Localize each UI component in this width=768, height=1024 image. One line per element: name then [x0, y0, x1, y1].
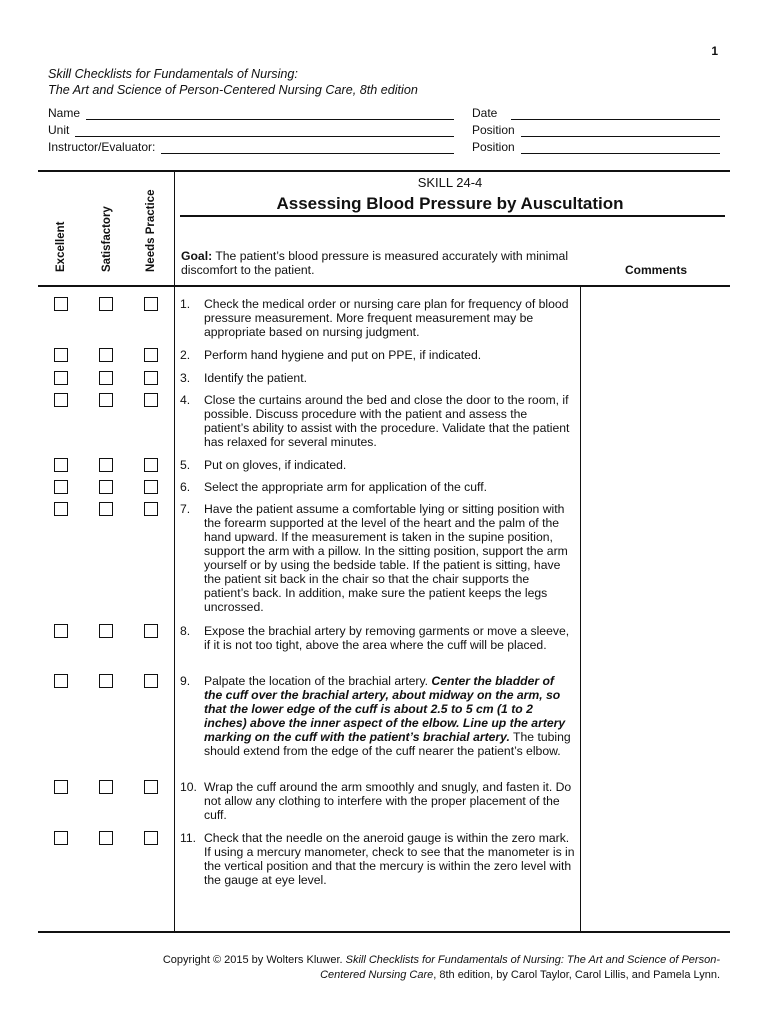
goal-text: The patient’s blood pressure is measured accurately with minimal discomfort to the patient.: [181, 249, 569, 277]
copyright-notice: [160, 953, 720, 983]
step-item: [180, 393, 575, 449]
excellent-checkbox[interactable]: [54, 348, 68, 362]
step-number: 5.: [180, 458, 191, 472]
step-item: [180, 502, 575, 614]
skill-number: SKILL 24-4: [417, 175, 483, 190]
needs-practice-checkbox[interactable]: [144, 348, 158, 362]
needs-practice-checkbox[interactable]: [144, 502, 158, 516]
position-field-1[interactable]: [472, 121, 720, 137]
name-label: Name: [48, 106, 81, 120]
needs-practice-checkbox[interactable]: [144, 458, 158, 472]
name-line[interactable]: [86, 107, 454, 120]
position-label-2: Position: [472, 140, 515, 154]
title-rule: [180, 215, 725, 217]
instructor-field[interactable]: [48, 138, 454, 154]
copyright-suffix: , 8th edition, by Carol Taylor, Carol Lillis, and Pamela Lynn.: [433, 969, 720, 981]
needs-practice-checkbox[interactable]: [144, 371, 158, 385]
satisfactory-checkbox[interactable]: [99, 624, 113, 638]
book-title-line-2: The Art and Science of Person-Centered Nursing Care, 8th edition: [48, 83, 418, 97]
needs-practice-checkbox[interactable]: [144, 780, 158, 794]
step-text: Check that the needle on the aneroid gauge is within the zero mark. If using a mercury manometer, check to see that the manometer is in the vertical position and that the mercury is within the zero level with the gauge at eye level.: [204, 831, 575, 887]
step-item: [180, 371, 575, 385]
goal-label: Goal:: [181, 249, 213, 263]
excellent-checkbox[interactable]: [54, 297, 68, 311]
excellent-checkbox[interactable]: [54, 502, 68, 516]
excellent-checkbox[interactable]: [54, 371, 68, 385]
step-number: 2.: [180, 348, 191, 362]
step-item: [180, 674, 575, 758]
step-item: [180, 348, 575, 362]
step-item: [180, 480, 575, 494]
step-item: [180, 624, 575, 652]
step-text: Wrap the cuff around the arm smoothly and snugly, and fasten it. Do not allow any clothing to interfere with the proper placement of the cuff.: [204, 780, 572, 822]
excellent-checkbox[interactable]: [54, 831, 68, 845]
rating-column-divider: [174, 171, 175, 932]
step-number: 11.: [180, 831, 197, 845]
needs-practice-column-header: Needs Practice: [145, 189, 157, 272]
excellent-checkbox[interactable]: [54, 624, 68, 638]
excellent-checkbox[interactable]: [54, 458, 68, 472]
step-text-intro: Palpate the location of the brachial artery.: [204, 674, 432, 688]
table-header-rule: [38, 285, 730, 287]
excellent-checkbox[interactable]: [54, 480, 68, 494]
table-bottom-rule: [38, 931, 730, 933]
page-number: 1: [711, 44, 718, 58]
step-number: 10.: [180, 780, 197, 794]
unit-line[interactable]: [75, 124, 454, 137]
instructor-label: Instructor/Evaluator:: [48, 140, 156, 154]
table-top-rule: [38, 170, 730, 172]
satisfactory-checkbox[interactable]: [99, 674, 113, 688]
step-item: [180, 780, 575, 822]
step-number: 7.: [180, 502, 191, 516]
position-line-2[interactable]: [521, 141, 720, 154]
satisfactory-checkbox[interactable]: [99, 393, 113, 407]
name-field[interactable]: [48, 104, 454, 120]
satisfactory-checkbox[interactable]: [99, 458, 113, 472]
step-item: [180, 458, 575, 472]
book-title: [48, 66, 418, 98]
date-field[interactable]: [472, 104, 720, 120]
date-line[interactable]: [511, 107, 720, 120]
skill-title: Assessing Blood Pressure by Auscultation: [276, 194, 624, 213]
needs-practice-checkbox[interactable]: [144, 624, 158, 638]
step-text: Check the medical order or nursing care plan for frequency of blood pressure measurement. More frequent measurement may be appropriate based on nursing judgment.: [204, 297, 569, 339]
step-item: [180, 297, 575, 339]
satisfactory-checkbox[interactable]: [99, 780, 113, 794]
date-label: Date: [472, 106, 498, 120]
satisfactory-checkbox[interactable]: [99, 480, 113, 494]
needs-practice-checkbox[interactable]: [144, 674, 158, 688]
comments-column-divider: [580, 286, 581, 931]
step-text-outro: The tubing should extend from the edge of the cuff nearer the patient’s elbow.: [204, 730, 571, 758]
step-text: Select the appropriate arm for application of the cuff.: [204, 480, 487, 494]
satisfactory-checkbox[interactable]: [99, 831, 113, 845]
position-field-2[interactable]: [472, 138, 720, 154]
step-number: 1.: [180, 297, 191, 311]
step-text: Close the curtains around the bed and close the door to the room, if possible. Discuss procedure with the patient and assess the patient’s ability to assist with the procedure. Validate that the patient has relaxed for several minutes.: [204, 393, 570, 449]
step-text: [204, 674, 575, 758]
step-item: [180, 831, 575, 887]
satisfactory-checkbox[interactable]: [99, 348, 113, 362]
needs-practice-checkbox[interactable]: [144, 831, 158, 845]
satisfactory-checkbox[interactable]: [99, 297, 113, 311]
needs-practice-checkbox[interactable]: [144, 480, 158, 494]
satisfactory-column-header: Satisfactory: [101, 206, 113, 272]
step-number: 4.: [180, 393, 191, 407]
step-text-emphasis: Center the bladder of the cuff over the brachial artery, about midway on the arm, so that the lower edge of the cuff is about 2.5 to 5 cm (1 to 2 inches) above the inner aspect of the elbow. Line up the artery marking on the cuff with the patient’s brachial artery.: [204, 674, 566, 744]
unit-label: Unit: [48, 123, 70, 137]
copyright-prefix: Copyright © 2015 by Wolters Kluwer.: [162, 954, 346, 966]
excellent-column-header: Excellent: [55, 221, 67, 272]
needs-practice-checkbox[interactable]: [144, 393, 158, 407]
satisfactory-checkbox[interactable]: [99, 502, 113, 516]
step-text: Expose the brachial artery by removing garments or move a sleeve, if it is not too tight, above the area where the cuff will be placed.: [204, 624, 570, 652]
book-title-line-1: Skill Checklists for Fundamentals of Nursing:: [48, 67, 298, 81]
unit-field[interactable]: [48, 121, 454, 137]
excellent-checkbox[interactable]: [54, 674, 68, 688]
instructor-line[interactable]: [161, 141, 454, 154]
satisfactory-checkbox[interactable]: [99, 371, 113, 385]
step-text: Put on gloves, if indicated.: [204, 458, 347, 472]
position-line-1[interactable]: [521, 124, 720, 137]
needs-practice-checkbox[interactable]: [144, 297, 158, 311]
step-text: Perform hand hygiene and put on PPE, if indicated.: [204, 348, 482, 362]
step-text: Identify the patient.: [204, 371, 307, 385]
step-number: 3.: [180, 371, 191, 385]
step-number: 6.: [180, 480, 191, 494]
copyright-book-title: Skill Checklists for Fundamentals of Nursing: The Art and Science of Person-Centered Nursing Care: [320, 954, 720, 981]
step-number: 9.: [180, 674, 191, 688]
excellent-checkbox[interactable]: [54, 780, 68, 794]
step-number: 8.: [180, 624, 191, 638]
comments-column-header: Comments: [624, 263, 687, 277]
goal-statement: [181, 249, 571, 277]
position-label-1: Position: [472, 123, 515, 137]
excellent-checkbox[interactable]: [54, 393, 68, 407]
step-text: Have the patient assume a comfortable lying or sitting position with the forearm supported at the level of the heart and the palm of the hand upward. If the measurement is taken in the supine position, support the arm with a pillow. In the sitting position, support the arm yourself or by using the bedside table. If the patient is sitting, have the patient sit back in the chair so that the chair supports the patient’s back. In addition, make sure the patient keeps the legs uncrossed.: [204, 502, 568, 614]
